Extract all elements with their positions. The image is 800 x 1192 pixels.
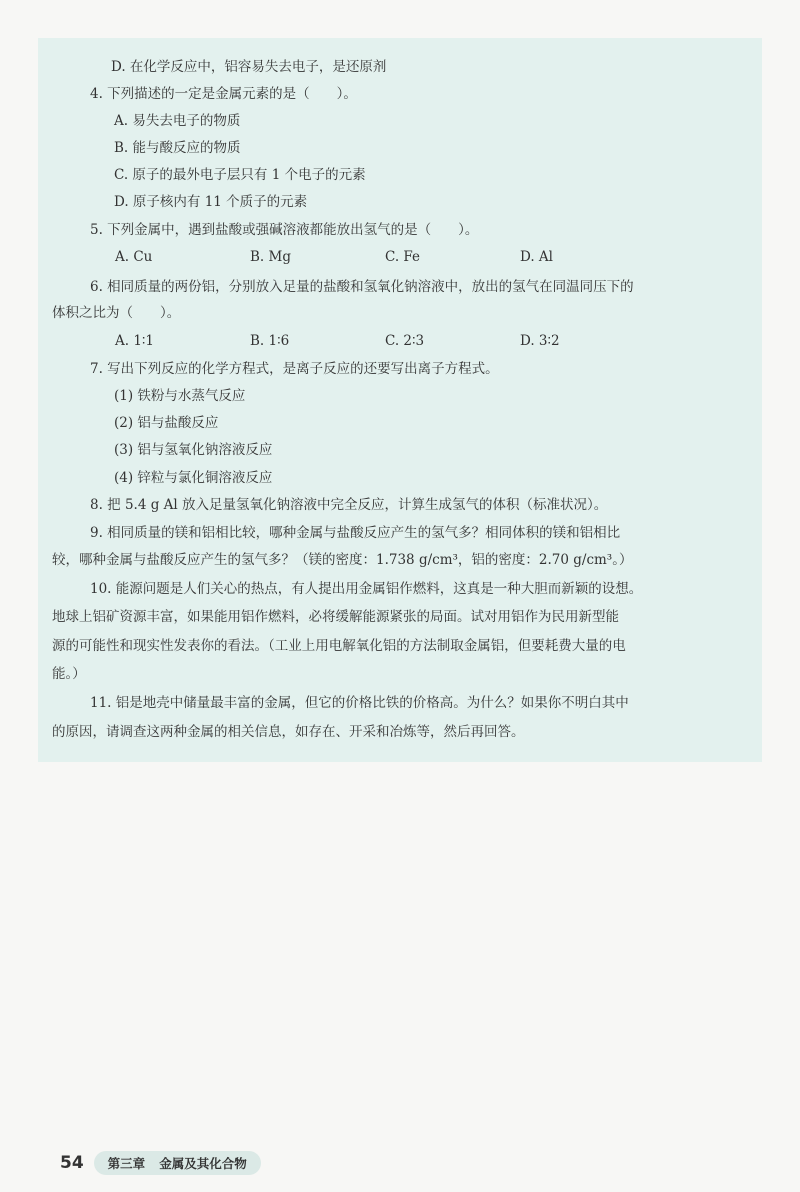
q10-line4: 能。） [52, 666, 86, 682]
chapter-number: 第三章 [107, 1156, 146, 1171]
q4-option-a: A. 易失去电子的物质 [114, 113, 241, 129]
q10-line3: 源的可能性和现实性发表你的看法。（工业上用电解氧化铝的方法制取金属铝，但要耗费大量的电 [52, 638, 626, 654]
q5-option-b: B. Mg [250, 249, 291, 265]
q7-stem: 7. 写出下列反应的化学方程式，是离子反应的还要写出离子方程式。 [90, 361, 499, 377]
q11-line2: 的原因，请调查这两种金属的相关信息，如存在、开采和冶炼等，然后再回答。 [52, 724, 525, 740]
q9-line1: 9. 相同质量的镁和铝相比较，哪种金属与盐酸反应产生的氢气多？相同体积的镁和铝相比 [90, 525, 621, 541]
q3-option-d: D. 在化学反应中，铝容易失去电子，是还原剂 [111, 59, 387, 75]
q4-option-b: B. 能与酸反应的物质 [114, 140, 241, 156]
q7-item-3: (3) 铝与氢氧化钠溶液反应 [114, 442, 273, 458]
page-number: 54 [60, 1153, 84, 1173]
q7-item-1: (1) 铁粉与水蒸气反应 [114, 388, 246, 404]
q11-line1: 11. 铝是地壳中储量最丰富的金属，但它的价格比铁的价格高。为什么？如果你不明白其中 [90, 695, 629, 711]
q6-stem-line2: 体积之比为（ ）。 [52, 305, 181, 321]
q5-option-d: D. Al [520, 249, 553, 265]
q8: 8. 把 5.4 g Al 放入足量氢氧化钠溶液中完全反应，计算生成氢气的体积（标准状况）。 [90, 497, 608, 513]
q6-option-c: C. 2∶3 [385, 333, 425, 349]
q7-item-4: (4) 锌粒与氯化铜溶液反应 [114, 470, 273, 486]
q10-line2: 地球上铝矿资源丰富，如果能用铝作燃料，必将缓解能源紧张的局面。试对用铝作为民用新型能 [52, 609, 619, 625]
q5-option-c: C. Fe [385, 249, 421, 265]
q6-option-b: B. 1∶6 [250, 333, 290, 349]
exercise-box [38, 38, 762, 762]
chapter-title: 金属及其化合物 [159, 1156, 247, 1171]
q10-line1: 10. 能源问题是人们关心的热点，有人提出用金属铝作燃料，这真是一种大胆而新颖的设想。 [90, 581, 643, 597]
q4-option-c: C. 原子的最外电子层只有 1 个电子的元素 [114, 167, 366, 183]
chapter-tag [94, 1151, 261, 1175]
page-footer [60, 1150, 261, 1176]
q7-item-2: (2) 铝与盐酸反应 [114, 415, 219, 431]
q5-stem: 5. 下列金属中，遇到盐酸或强碱溶液都能放出氢气的是（ ）。 [90, 222, 479, 238]
q6-stem-line1: 6. 相同质量的两份铝，分别放入足量的盐酸和氢氧化钠溶液中，放出的氢气在同温同压下的 [90, 279, 634, 295]
q4-stem: 4. 下列描述的一定是金属元素的是（ ）。 [90, 86, 357, 102]
q9-line2: 较，哪种金属与盐酸反应产生的氢气多？（镁的密度：1.738 g/cm³，铝的密度：2.70 g/cm³。） [52, 552, 633, 568]
q6-option-a: A. 1∶1 [115, 333, 155, 349]
q4-option-d: D. 原子核内有 11 个质子的元素 [114, 194, 308, 210]
q6-option-d: D. 3∶2 [520, 333, 560, 349]
q5-option-a: A. Cu [115, 249, 153, 265]
